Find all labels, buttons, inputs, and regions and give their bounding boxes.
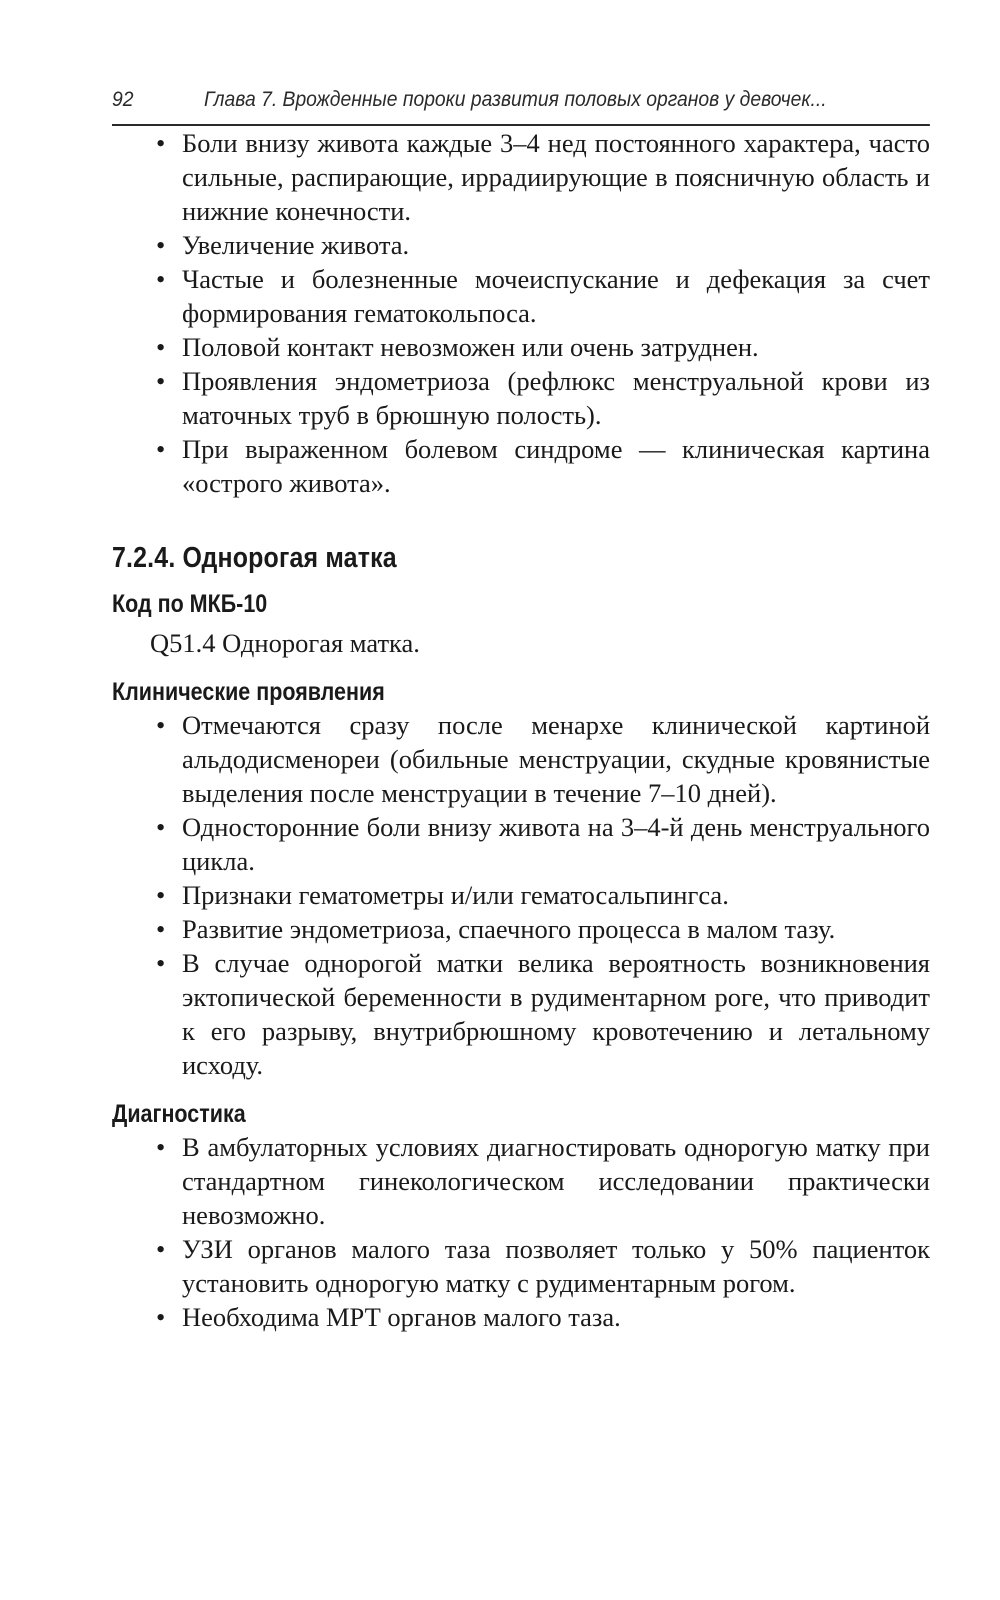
symptom-list: [112, 126, 930, 500]
diagnostics-list: [112, 1130, 930, 1334]
page-number: 92: [112, 88, 134, 111]
list-item: • Увеличение живота.: [112, 228, 930, 262]
icd-code-text: Q51.4 Однорогая матка.: [150, 628, 420, 658]
clinical-list: [112, 708, 930, 1082]
book-page: [112, 88, 930, 1334]
list-item: • В амбулаторных условиях диагностировать однорогую матку при стандартном гинекологическом исследовании практически невозможно.: [112, 1130, 930, 1232]
list-item: • Проявления эндометриоза (рефлюкс менструальной крови из маточных труб в брюшную полость).: [112, 364, 930, 432]
list-item: • При выраженном болевом синдроме — клиническая картина «острого живота».: [112, 432, 930, 500]
list-item: • Односторонние боли внизу живота на 3–4-й день менструального цикла.: [112, 810, 930, 878]
running-header: [112, 88, 930, 126]
clinical-heading: Клинические проявления: [112, 678, 385, 706]
list-item: • Частые и болезненные мочеиспускание и дефекация за счет формирования гематокольпоса.: [112, 262, 930, 330]
list-item: • В случае однорогой матки велика вероятность возникновения эктопической беременности в рудиментарном роге, что приводит к его разрыву, внутрибрюшному кровотечению и летальному исходу.: [112, 946, 930, 1082]
icd-heading: Код по МКБ-10: [112, 590, 268, 618]
list-item: • Признаки гематометры и/или гематосальпингса.: [112, 878, 930, 912]
running-title: Глава 7. Врожденные пороки развития половых органов у девочек...: [204, 88, 827, 111]
list-item: • Необходима МРТ органов малого таза.: [112, 1300, 930, 1334]
diagnostics-heading: Диагностика: [112, 1100, 246, 1128]
list-item: • УЗИ органов малого таза позволяет только у 50% пациенток установить однорогую матку с рудиментарным рогом.: [112, 1232, 930, 1300]
list-item: • Развитие эндометриоза, спаечного процесса в малом тазу.: [112, 912, 930, 946]
section-title: 7.2.4. Однорогая матка: [112, 542, 397, 574]
list-item: • Отмечаются сразу после менархе клинической картиной альдодисменореи (обильные менструации, скудные кровянистые выделения после менструации в течение 7–10 дней).: [112, 708, 930, 810]
list-item: • Половой контакт невозможен или очень затруднен.: [112, 330, 930, 364]
page-body: [112, 126, 930, 1334]
list-item: • Боли внизу живота каждые 3–4 нед постоянного характера, часто сильные, распирающие, иррадиирующие в поясничную область и нижние конечности.: [112, 126, 930, 228]
